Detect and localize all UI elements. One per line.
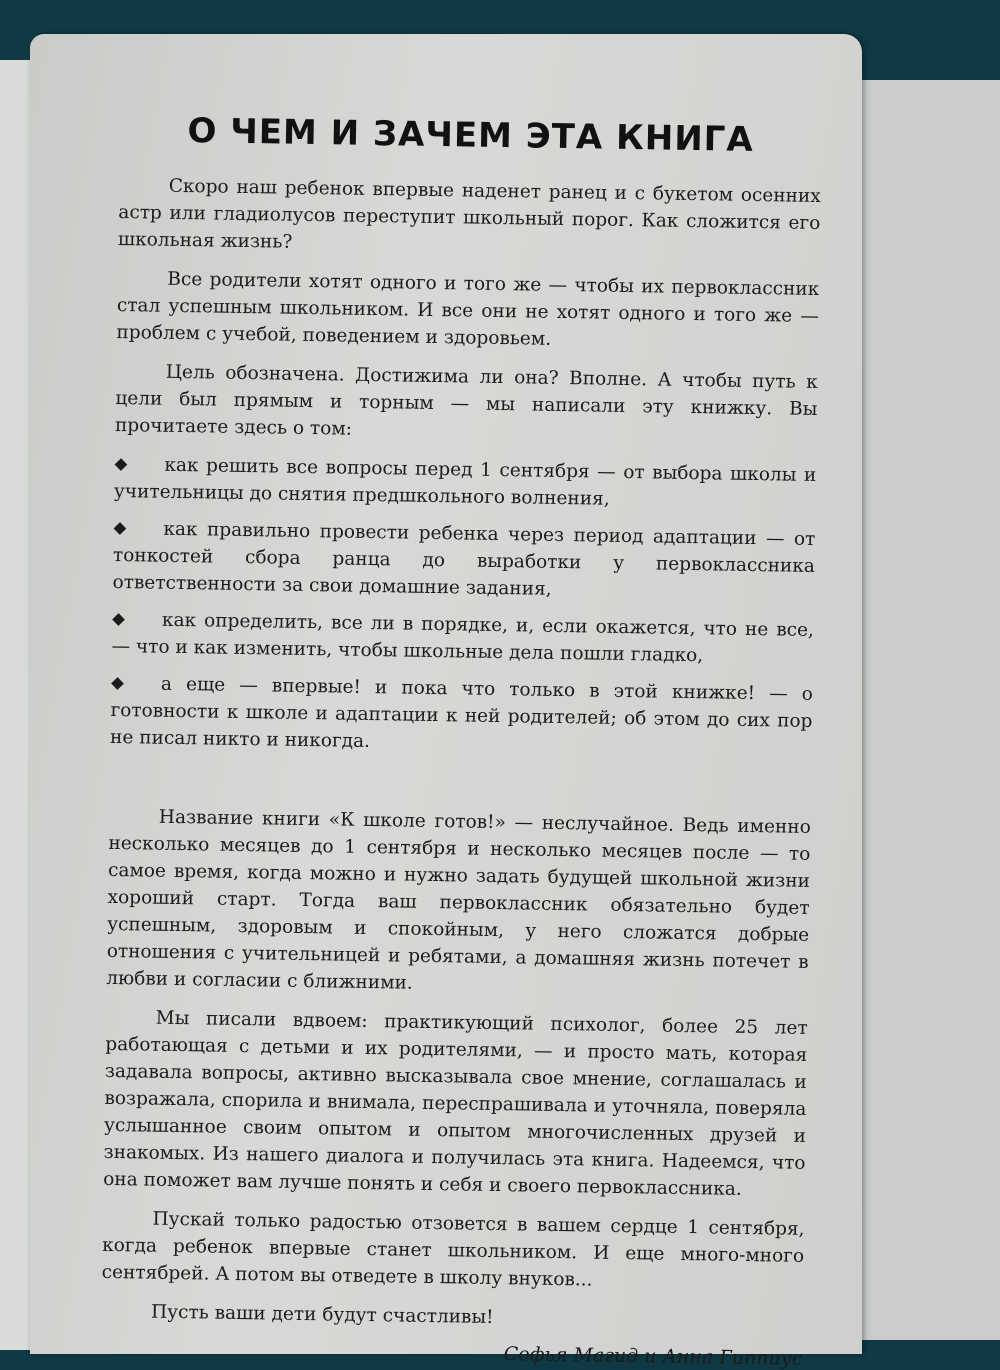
paragraph: Пускай только радостью отзовется в вашем сердце 1 сентября, когда ребенок впервые станет школьником. И еще много-много сентябрей. А потом вы отведете в школу внуков... xyxy=(101,1208,805,1291)
list-item xyxy=(110,670,813,762)
list-item-text: как определить, все ли в порядке, и, если окажется, что не все, — что и как изменить, чтобы школьные дела пошли гладко, xyxy=(111,609,815,667)
list-item-text: а еще — впервые! и пока что только в этой книжке! — о готовности к школе и адаптации к ней родителей; об этом до сих пор не писал никто и никогда. xyxy=(109,673,814,753)
paragraph: Скоро наш ребенок впервые наденет ранец и с букетом осенних астр или гладиолусов переступит школьный порог. Как сложится его школьная жизнь? xyxy=(117,175,821,253)
list-item-text: как правильно провести ребенка через период адаптации — от тонкостей сбора ранца до выработки у первоклассника ответственности за свои домашние задания, xyxy=(112,518,816,600)
list-item xyxy=(114,451,817,516)
diamond-bullet-icon xyxy=(111,677,124,690)
bullet-list xyxy=(110,451,817,762)
list-item xyxy=(111,606,814,671)
list-item xyxy=(112,515,815,607)
page-content xyxy=(100,110,822,1370)
paragraph: Название книги «К школе готов!» — неслучайное. Ведь именно несколько месяцев до 1 сентября и несколько месяцев после — то самое время, когда можно и нужно задать будущей школьной жизни хороший старт. Тогда ваш первоклассник обязательно будет успешным, здоровым и спокойным, у него сложатся добрые отношения с учительницей и ребятами, а домашняя жизнь потечет в любви и согласии с ближними. xyxy=(106,806,811,994)
paragraph: Все родители хотят одного и того же — чтобы их первоклассник стал успешным школьником. И все они не хотят одного и того же — проблем с учебой, поведением и здоровьем. xyxy=(116,268,820,350)
page-title: О ЧЕМ И ЗАЧЕМ ЭТА КНИГА xyxy=(187,111,755,160)
diamond-bullet-icon xyxy=(114,522,127,535)
diamond-bullet-icon xyxy=(115,458,128,471)
paragraph: Мы писали вдвоем: практикующий психолог, более 25 лет работающая с детьми и их родителями, — и просто мать, которая задавала вопросы, активно высказывала свое мнение, соглашалась и возражала, спорила и внимала, переспрашивала и уточняла, поверяла услышанное своим опытом и опытом многочисленных друзей и знакомых. Из нашего диалога и получилась эта книга. Надеемся, что она поможет вам лучше понять и себя и своего первоклассника. xyxy=(103,1007,808,1200)
author-signature: Софья Магид и Анна Гиппиус xyxy=(503,1343,803,1370)
diamond-bullet-icon xyxy=(112,613,125,626)
paragraph: Цель обозначена. Достижима ли она? Вполне. А чтобы путь к цели был прямым и торным — мы написали эту книжку. Вы прочитаете здесь о том: xyxy=(114,361,818,440)
paragraph: Пусть ваши дети будут счастливы! xyxy=(150,1301,494,1329)
list-item-text: как решить все вопросы перед 1 сентября — от выбора школы и учительницы до снятия предшкольного волнения, xyxy=(113,454,817,510)
